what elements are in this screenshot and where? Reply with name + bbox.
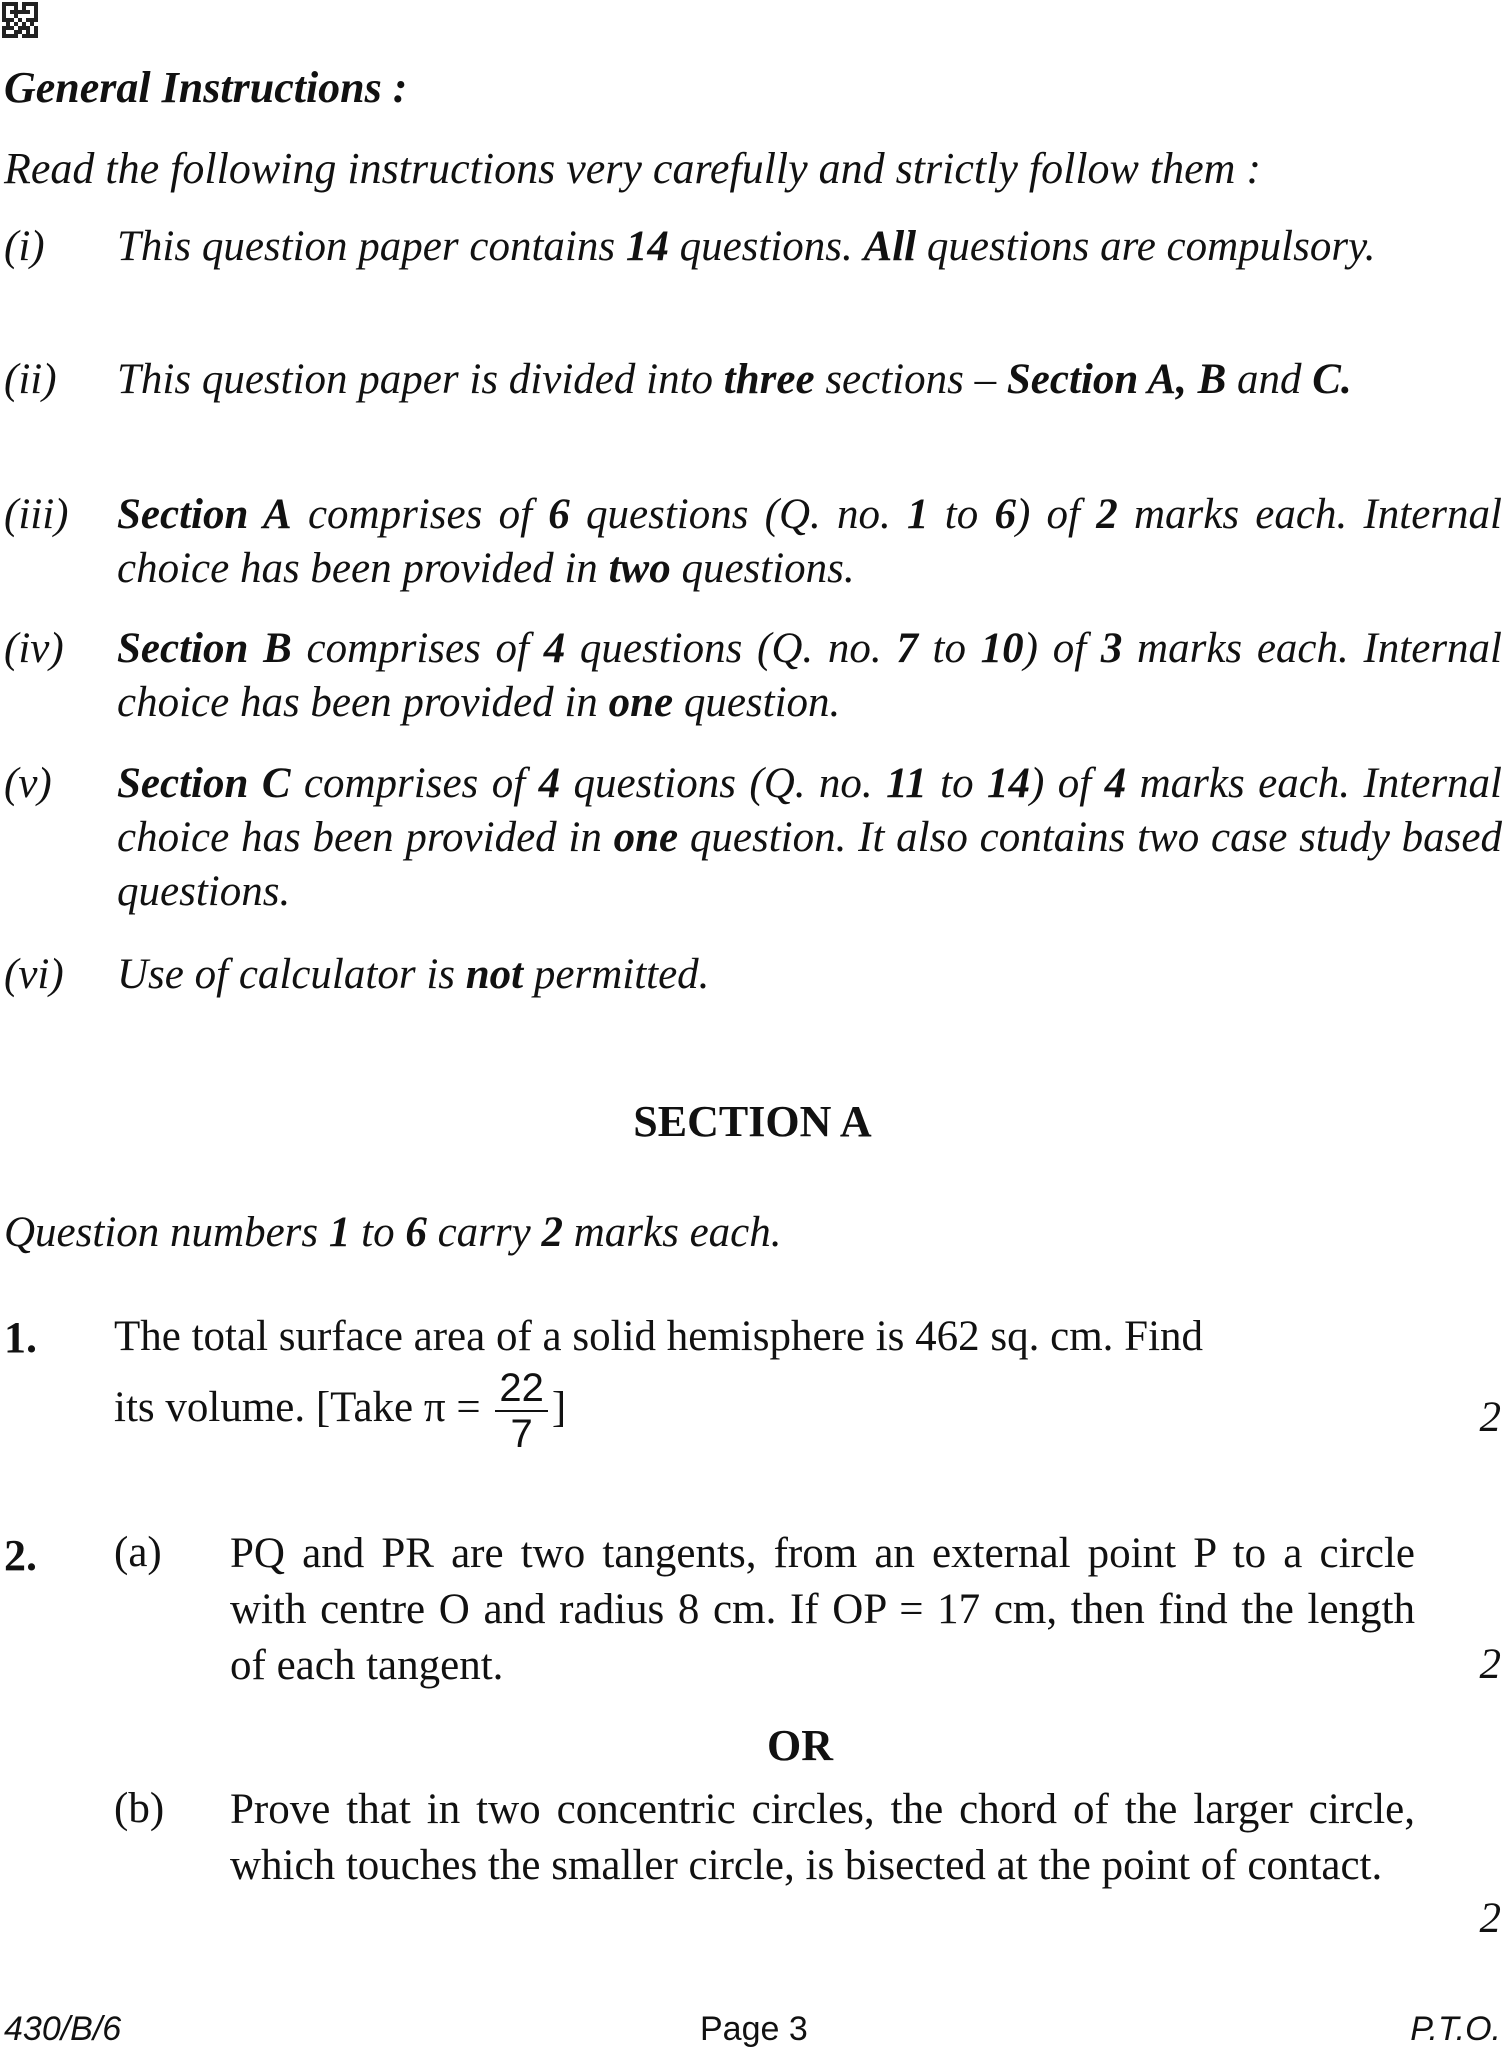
pi-fraction: [495, 1366, 548, 1456]
instruction-number: (vi): [4, 951, 64, 998]
instruction-number: (iv): [4, 625, 64, 672]
question-line-end: ]: [551, 1383, 567, 1431]
page-number: Page 3: [700, 2010, 808, 2048]
instruction-text: Section A comprises of 6 questions (Q. no. 1 to 6) of 2 marks each. Internal choice has been provided in two questions.: [117, 491, 1502, 592]
instruction-number: (iii): [4, 491, 69, 538]
instruction-text: Use of calculator is not permitted.: [117, 951, 710, 998]
instruction-number: (ii): [4, 356, 57, 403]
instruction-text: Section C comprises of 4 questions (Q. no. 11 to 14) of 4 marks each. Internal choice has been provided in one question. It also contains two case study based questions.: [117, 760, 1502, 915]
question-number: 1.: [4, 1313, 37, 1362]
marks-label: 2: [1479, 1394, 1501, 1441]
question-line: its volume. [Take π =: [114, 1383, 481, 1431]
sub-question-text: Prove that in two concentric circles, the chord of the larger circle, which touches the smaller circle, is bisected at the point of contact.: [230, 1786, 1415, 1889]
pto-label: P.T.O.: [1410, 2010, 1501, 2048]
marks-label: 2: [1479, 1641, 1501, 1688]
sub-question-text: PQ and PR are two tangents, from an external point P to a circle with centre O and radius 8 cm. If OP = 17 cm, then find the length of each tangent.: [230, 1530, 1415, 1689]
instruction-text: Section B comprises of 4 questions (Q. no. 7 to 10) of 3 marks each. Internal choice has been provided in one question.: [117, 625, 1502, 726]
marks-label: 2: [1479, 1895, 1501, 1942]
instruction-text: This question paper is divided into three sections – Section A, B and C.: [117, 356, 1352, 403]
question-number: 2.: [4, 1531, 37, 1580]
instruction-number: (v): [4, 760, 52, 807]
question-1-text: [114, 1309, 1414, 1365]
instructions-intro: Read the following instructions very carefully and strictly follow them :: [4, 144, 1262, 193]
fraction-denominator: 7: [510, 1412, 533, 1456]
sub-question-label: (b): [114, 1785, 165, 1832]
instruction-number: (i): [4, 223, 45, 270]
or-divider: OR: [767, 1721, 833, 1770]
question-line: The total surface area of a solid hemisphere is 462 sq. cm. Find: [114, 1313, 1204, 1360]
qr-code: [2, 2, 38, 38]
sub-question-label: (a): [114, 1529, 162, 1576]
instructions-title: General Instructions :: [4, 63, 408, 112]
instruction-text: This question paper contains 14 questions. All questions are compulsory.: [117, 223, 1376, 270]
section-heading: SECTION A: [633, 1097, 872, 1146]
paper-code: 430/B/6: [4, 2010, 122, 2048]
section-note: Question numbers 1 to 6 carry 2 marks each.: [4, 1209, 782, 1256]
question-1-line2: [114, 1366, 566, 1456]
fraction-numerator: 22: [495, 1366, 548, 1412]
